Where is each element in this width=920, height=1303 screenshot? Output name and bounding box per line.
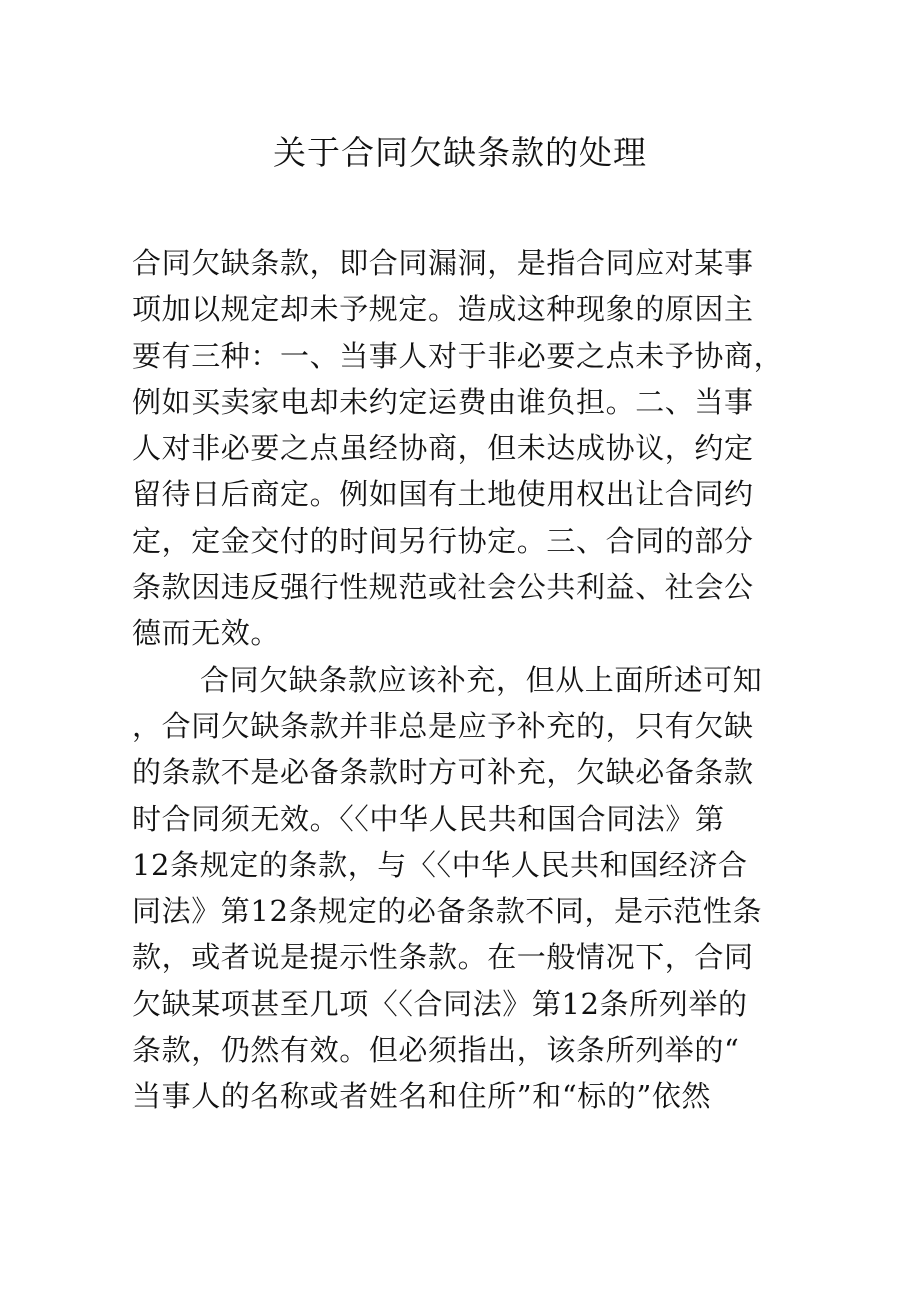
text-line: 项加以规定却未予规定。造成这种现象的原因主 [132, 292, 754, 327]
text-line: 的条款不是必备条款时方可补充，欠缺必备条款 [132, 755, 754, 790]
text-line: 欠缺某项甚至几项〈〈合同法》第12条所列举的 [132, 986, 748, 1021]
text-line: 合同欠缺条款，即合同漏洞，是指合同应对某事 [132, 246, 754, 280]
text-line: 款，或者说是提示性条款。在一般情况下，合同 [132, 940, 754, 975]
document-title: 关于合同欠缺条款的处理 [273, 133, 647, 172]
text-line: 当事人的名称或者姓名和住所”和“标的”依然 [132, 1079, 712, 1114]
text-line: 12条规定的条款，与〈〈中华人民共和国经济合 [132, 847, 748, 882]
text-line: 定，定金交付的时间另行协定。三、合同的部分 [132, 523, 754, 558]
text-line: 例如买卖家电却未约定运费由谁负担。二、当事 [132, 384, 754, 419]
text-line: 时合同须无效。〈〈中华人民共和国合同法》第 [132, 801, 725, 836]
text-line: ，合同欠缺条款并非总是应予补充的，只有欠缺 [132, 708, 754, 743]
document-body [132, 240, 792, 1120]
text-line: 要有三种：一、当事人对于非必要之点未予协商， [132, 338, 784, 373]
text-line: 德而无效。 [132, 616, 281, 651]
text-line: 条款因违反强行性规范或社会公共利益、社会公 [132, 570, 754, 605]
text-line: 同法》第12条规定的必备条款不同，是示范性条 [132, 894, 763, 929]
paragraph-start-line: 合同欠缺条款应该补充，但从上面所述可知 [200, 662, 763, 697]
text-line: 留待日后商定。例如国有土地使用权出让合同约 [132, 477, 754, 512]
text-line: 条款，仍然有效。但必须指出，该条所列举的“ [132, 1033, 740, 1068]
text-line: 人对非必要之点虽经协商，但未达成协议，约定 [132, 431, 754, 466]
